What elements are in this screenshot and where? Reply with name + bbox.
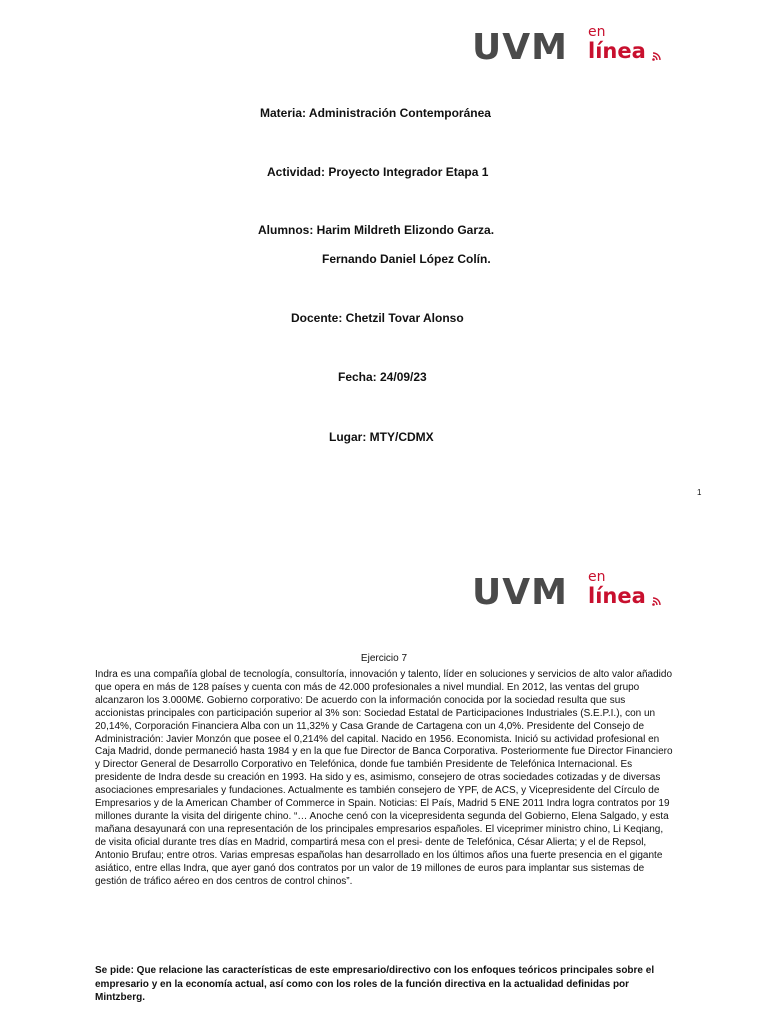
logo-superscript: en [588, 569, 606, 585]
exercise-title: Ejercicio 7 [360, 653, 408, 664]
uvm-logo [472, 24, 672, 72]
student-name-2: Fernando Daniel López Colín. [322, 252, 491, 266]
logo-subtitle: línea [588, 584, 646, 608]
subject-line: Materia: Administración Contemporánea [260, 106, 491, 120]
logo-subtitle: línea [588, 39, 646, 63]
uvm-logo [472, 569, 672, 617]
students-line: Alumnos: Harim Mildreth Elizondo Garza. [258, 223, 495, 237]
logo-brand: UVM [472, 572, 568, 613]
page-number: 1 [697, 488, 702, 497]
date-line: Fecha: 24/09/23 [338, 370, 427, 384]
teacher-line: Docente: Chetzil Tovar Alonso [291, 311, 464, 325]
place-line: Lugar: MTY/CDMX [329, 430, 434, 444]
logo-superscript: en [588, 24, 606, 40]
logo-brand: UVM [472, 27, 568, 68]
activity-line: Actividad: Proyecto Integrador Etapa 1 [267, 165, 489, 179]
signal-icon [652, 51, 662, 61]
signal-icon [652, 596, 662, 606]
exercise-page [0, 545, 768, 1024]
exercise-body-paragraph: Indra es una compañía global de tecnología, consultoría, innovación y talento, líder en soluciones y servicios de alto valor añadido que opera en más de 128 países y cuenta con más de 42.000 profesionales a nivel mundial. En 2012, las ventas del grupo alcanzaron los 3.000M€. Gobierno corporativo: De acuerdo con la información conocida por la sociedad resulta que sus accionistas principales con participación superior al 3% son: Sociedad Estatal de Participaciones Industriales (S.E.P.I.), con un 20,14%, Corporación Financiera Alba con un 11,32% y Casa Grande de Cartagena con un 4,0%. Presidente del Consejo de Administración: Javier Monzón que posee el 0,214% del capital. Nacido en 1956. Economista. Inició su actividad profesional en Caja Madrid, donde permaneció hasta 1984 y en la que fue Director de Banca Corporativa. Posteriormente fue Director Financiero y Director General de Desarrollo Corporativo en Telefónica, donde fue también Presidente de Telefónica Internacional. Es presidente de Indra desde su creación en 1993. Ha sido y es, asimismo, consejero de otras sociedades cotizadas y de diversas asociaciones empresariales y fundaciones. Actualmente es también consejero de YPF, de ACS, y Vicepresidente del Círculo de Empresarios y de la American Chamber of Commerce in Spain. Noticias: El País, Madrid 5 ENE 2011 Indra logra contratos por 19 millones durante la visita del dirigente chino. “… Anoche cenó con la vicepresidenta segunda del Gobierno, Elena Salgado, y esta mañana desayunará con una representación de los principales empresarios españoles. El viceprimer ministro chino, Li Keqiang, de visita oficial durante tres días en Madrid, compartirá mesa con el presi- dente de Telefónica, César Alierta; y el de Repsol, Antonio Brufau; entre otros. Varias empresas españolas han desarrollado en los últimos años una fuerte presencia en el gigante asiático, entre ellas Indra, que ayer ganó dos contratos por un valor de 19 millones de euros para implantar sus sistemas de gestión de tráfico aéreo en dos centros de control chinos”. [95, 669, 673, 887]
exercise-question: Se pide: Que relacione las características de este empresario/directivo con los enfoques teóricos principales sobre el empresario y en la economía actual, así como con los roles de la función directiva en la actualidad definidas por Mintzberg. [95, 965, 655, 1003]
